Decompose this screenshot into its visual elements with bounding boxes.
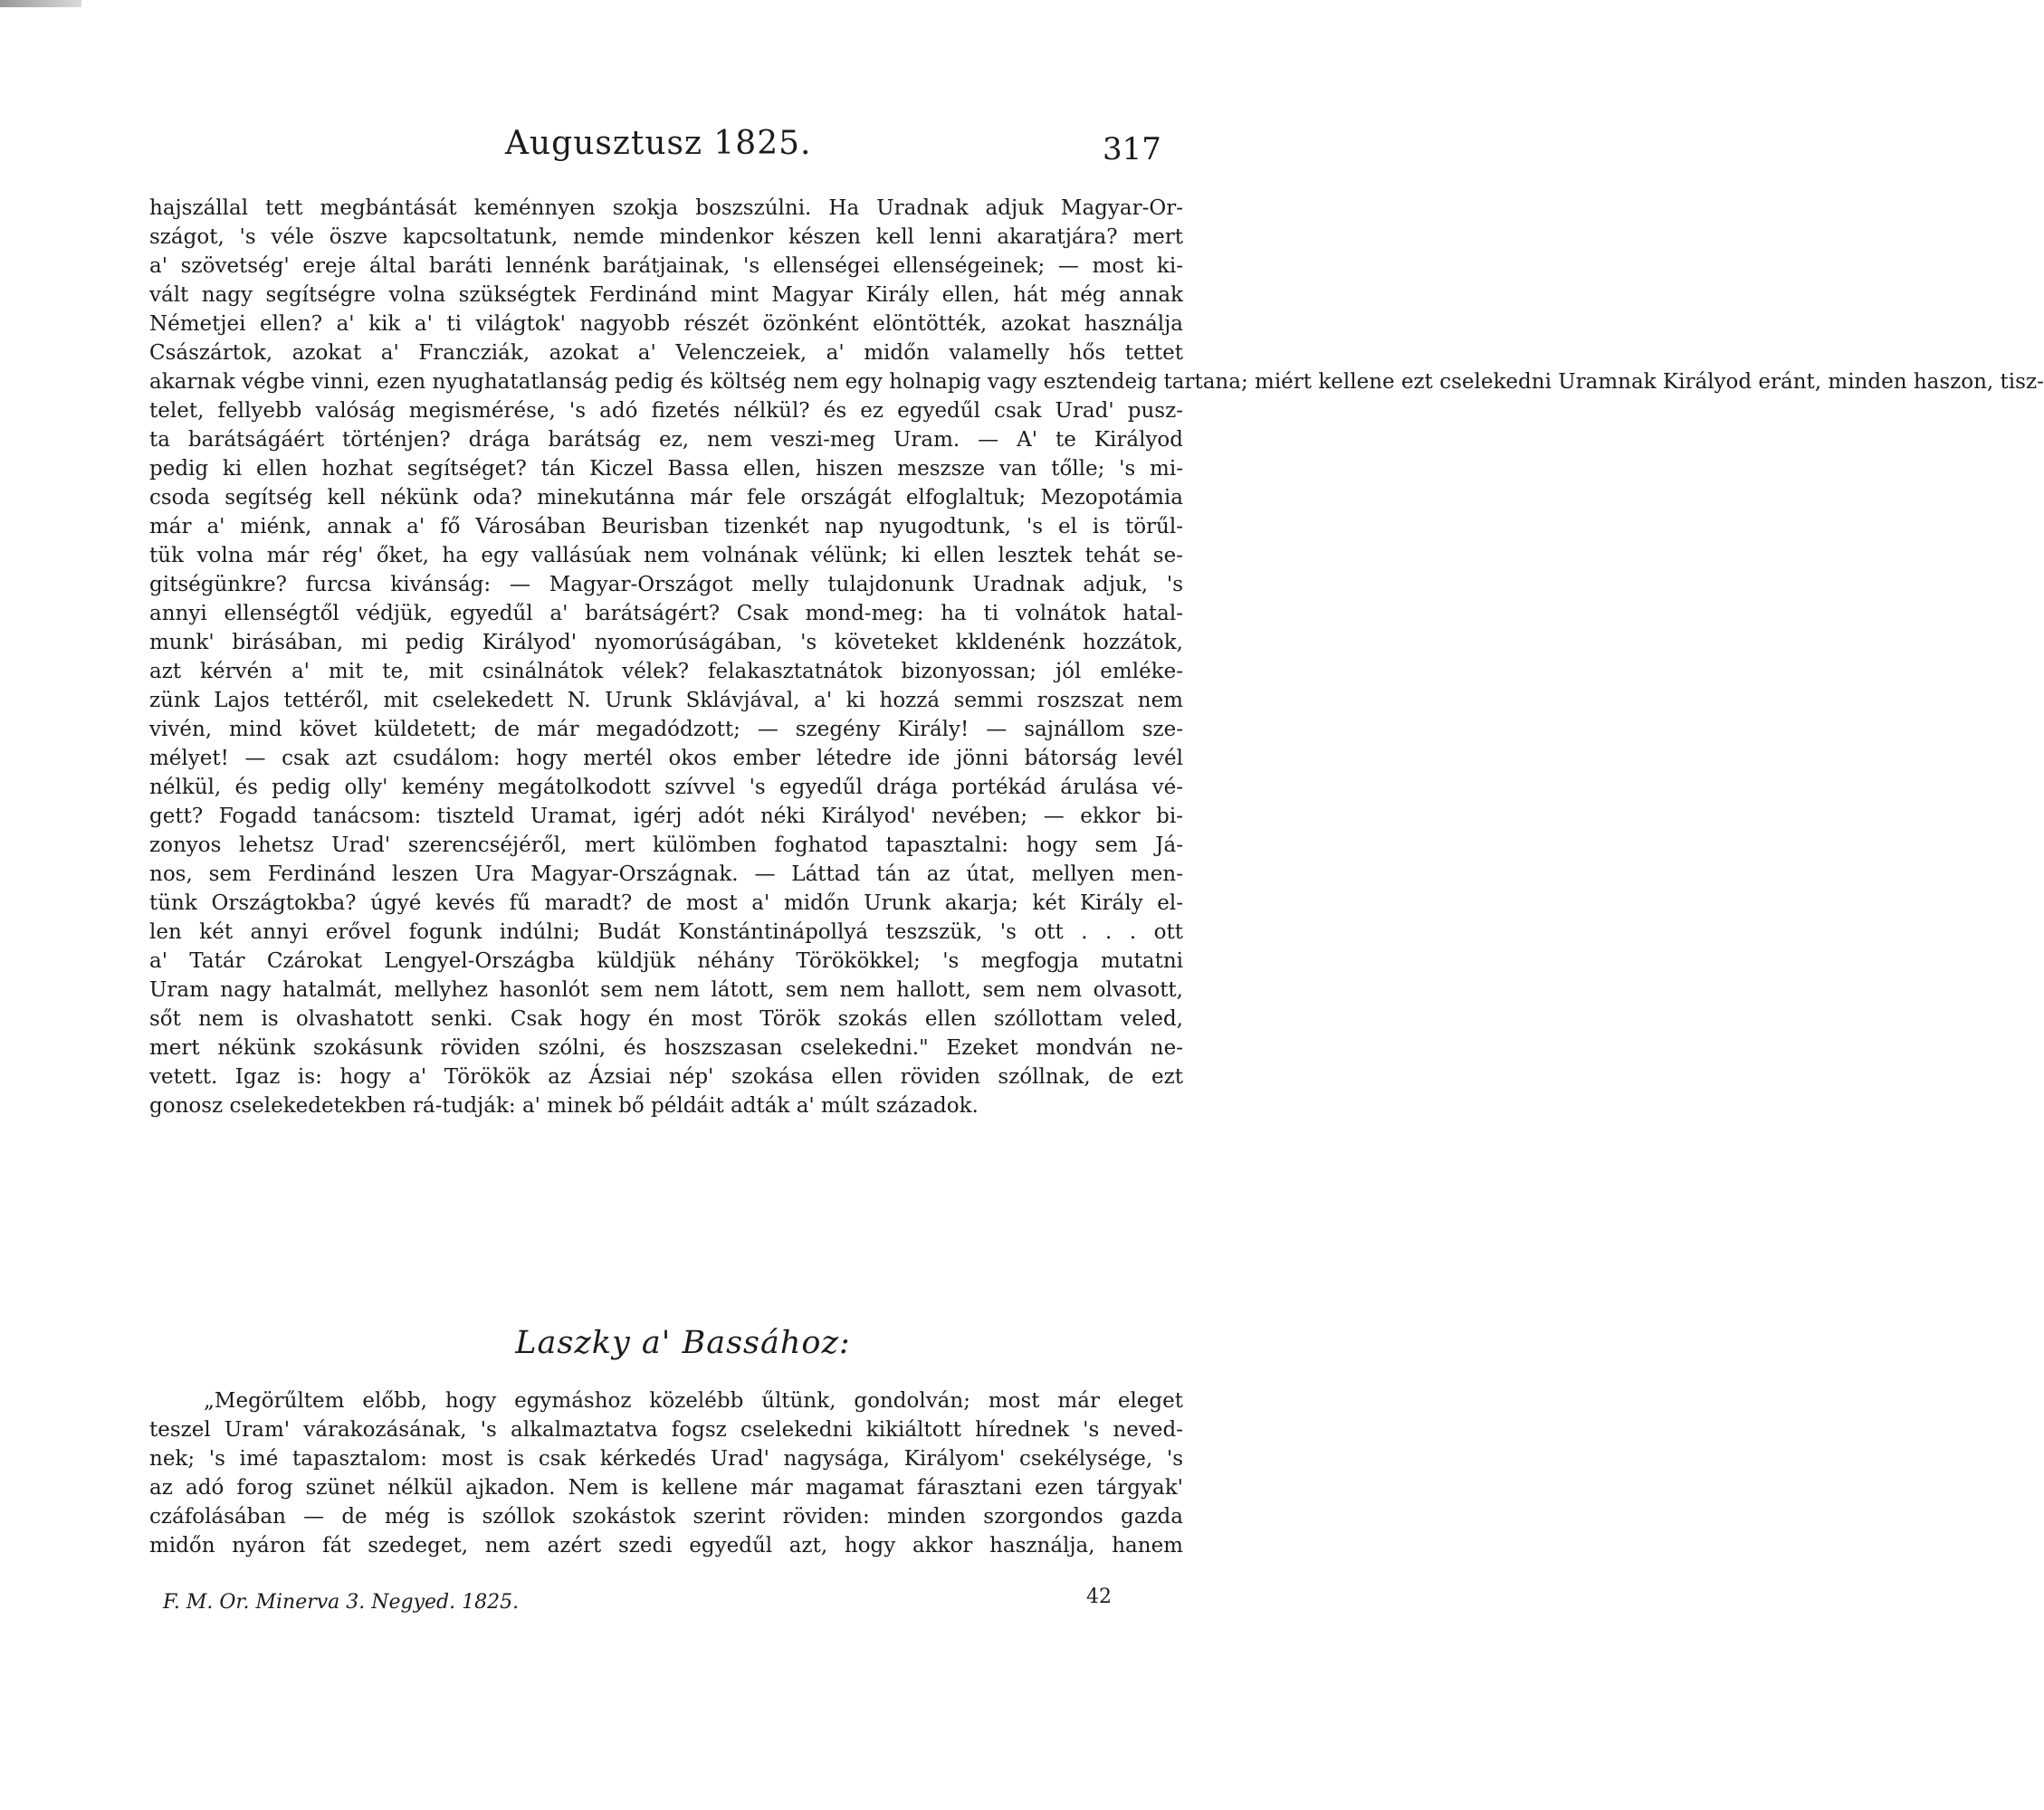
text-line: nos, sem Ferdinánd leszen Ura Magyar-Országnak. — Láttad tán az útat, mellyen men-	[149, 862, 1183, 886]
text-line: gett? Fogadd tanácsom: tiszteld Uramat, igérj adót néki Királyod' nevében; — ekkor bi-	[149, 805, 1183, 828]
page-number: 317	[1103, 131, 1161, 167]
footer-source: F. M. Or. Minerva 3. Negyed. 1825.	[163, 1591, 520, 1614]
text-line: nek; 's imé tapasztalom: most is csak kérkedés Urad' nagysága, Királyom' csekélysége, 's	[149, 1447, 1183, 1471]
section-heading: Laszky a' Bassához:	[515, 1325, 851, 1361]
text-line: gitségünkre? furcsa kivánság: — Magyar-Országot melly tulajdonunk Uradnak adjuk, 's	[149, 573, 1183, 596]
text-line: tünk Országtokba? úgyé kevés fű maradt? de most a' midőn Urunk akarja; két Király el-	[149, 891, 1183, 915]
text-line: már a' miénk, annak a' fő Városában Beurisban tizenkét nap nyugodtunk, 's el is törűl-	[149, 515, 1183, 538]
text-line: Németjei ellen? a' kik a' ti világtok' nagyobb részét özönként elöntötték, azokat használja	[149, 312, 1183, 336]
text-line: telet, fellyebb valóság megismérése, 's adó fizetés nélkül? és ez egyedűl csak Urad' pusz-	[149, 399, 1183, 423]
text-line: mert nékünk szokásunk röviden szólni, és hoszszasan cselekedni." Ezeket mondván ne-	[149, 1036, 1183, 1060]
text-line: csoda segítség kell nékünk oda? minekutánna már fele országát elfoglaltuk; Mezopotámia	[149, 486, 1183, 510]
sheet-number: 42	[1086, 1586, 1112, 1608]
text-line: sőt nem is olvashatott senki. Csak hogy én most Török szokás ellen szóllottam veled,	[149, 1007, 1183, 1031]
text-line: tük volna már rég' őket, ha egy vallásúak nem volnának vélünk; ki ellen lesztek tehát se-	[149, 544, 1183, 567]
text-line: pedig ki ellen hozhat segítséget? tán Kiczel Bassa ellen, hiszen meszsze van tőlle; 's mi-	[149, 457, 1183, 481]
text-line: hajszállal tett megbántását keménnyen szokja boszszúlni. Ha Uradnak adjuk Magyar-Or-	[149, 196, 1183, 220]
body-text-2	[149, 1386, 1183, 1560]
text-line: teszel Uram' várakozásának, 's alkalmaztatva fogsz cselekedni kikiáltott hírednek 's neved-	[149, 1418, 1183, 1442]
text-line: czáfolásában — de még is szóllok szokástok szerint röviden: minden szorgondos gazda	[149, 1505, 1183, 1529]
text-line: zonyos lehetsz Urad' szerencséjéről, mert külömben foghatod tapasztalni: hogy sem Já-	[149, 834, 1183, 857]
text-line: akarnak végbe vinni, ezen nyughatatlanság pedig és költség nem egy holnapig vagy esztendeig tartana; miért kellene ezt cselekedni Uramnak Királyod eránt, minden haszon, tisz-	[149, 370, 2044, 394]
text-line: annyi ellenségtől védjük, egyedűl a' barátságért? Csak mond-meg: ha ti volnátok hatal-	[149, 602, 1183, 625]
text-line: szágot, 's véle öszve kapcsoltatunk, nemde mindenkor készen kell lenni akaratjára? mert	[149, 225, 1183, 249]
text-line: vetett. Igaz is: hogy a' Törökök az Ázsiai nép' szokása ellen röviden szóllnak, de ezt	[149, 1065, 1183, 1089]
text-line: zünk Lajos tettéről, mit cselekedett N. Urunk Sklávjával, a' ki hozzá semmi roszszat nem	[149, 689, 1183, 712]
text-line: a' szövetség' ereje által baráti lennénk barátjainak, 's ellenségei ellenségeinek; — most ki-	[149, 254, 1183, 278]
text-line: vivén, mind követ küldetett; de már megadódzott; — szegény Király! — sajnállom sze-	[149, 718, 1183, 741]
text-line: a' Tatár Czárokat Lengyel-Országba küldjük néhány Törökökkel; 's megfogja mutatni	[149, 949, 1183, 973]
running-header-title: Augusztusz 1825.	[505, 125, 812, 162]
text-line: Uram nagy hatalmát, mellyhez hasonlót sem nem látott, sem nem hallott, sem nem olvasott,	[149, 978, 1183, 1002]
text-line: vált nagy segítségre volna szükségtek Ferdinánd mint Magyar Király ellen, hát még annak	[149, 283, 1183, 307]
text-line: azt kérvén a' mit te, mit csinálnátok vélek? felakasztatnátok bizonyossan; jól emléke-	[149, 660, 1183, 683]
body-text	[149, 194, 2044, 1120]
text-line: ta barátságáért történjen? drága barátság ez, nem veszi-meg Uram. — A' te Királyod	[149, 428, 1183, 452]
text-line: Császártok, azokat a' Francziák, azokat a' Velenczeiek, a' midőn valamelly hős tettet	[149, 341, 1183, 365]
text-line: mélyet! — csak azt csudálom: hogy mertél okos ember létedre ide jönni bátorság levél	[149, 747, 1183, 770]
text-line: nélkül, és pedig olly' kemény megátolkodott szívvel 's egyedűl drága portékád árulása vé-	[149, 776, 1183, 799]
text-line: len két annyi erővel fogunk indúlni; Budát Konstántinápollyá teszszük, 's ott . . . ott	[149, 920, 1183, 944]
text-line: gonosz cselekedetekben rá-tudják: a' minek bő példáit adták a' múlt századok.	[149, 1094, 979, 1118]
text-line: „Megörűltem előbb, hogy egymáshoz közelébb űltünk, gondolván; most már eleget	[204, 1389, 1183, 1413]
text-line: midőn nyáron fát szedeget, nem azért szedi egyedűl azt, hogy akkor használja, hanem	[149, 1534, 1183, 1558]
text-line: munk' birásában, mi pedig Királyod' nyomorúságában, 's követeket kkldenénk hozzátok,	[149, 631, 1183, 654]
text-line: az adó forog szünet nélkül ajkadon. Nem is kellene már magamat fárasztani ezen tárgyak'	[149, 1476, 1183, 1500]
scan-edge-mark	[0, 0, 81, 7]
